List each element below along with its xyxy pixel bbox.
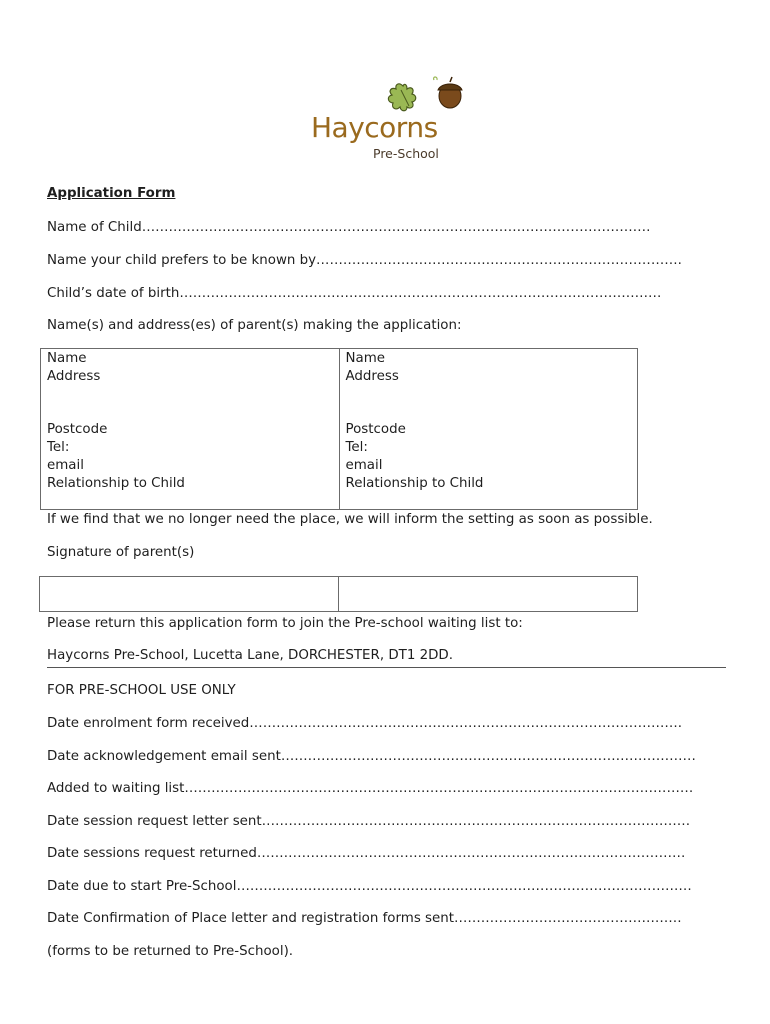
form-title: Application Form	[47, 186, 176, 201]
preschool-address: Haycorns Pre-School, Lucetta Lane, DORCHESTER, DT1 2DD.	[47, 648, 454, 663]
office-use-heading: FOR PRE-SCHOOL USE ONLY	[47, 683, 236, 698]
signature-box-2[interactable]	[339, 577, 638, 612]
office-line-ack-email[interactable]: Date acknowledgement email sent…………………………………………………………………………………	[47, 749, 696, 764]
logo-subtitle: Pre-School	[373, 146, 439, 161]
parent-name-label: Name	[345, 351, 386, 366]
parent-address-label: Address	[47, 369, 101, 384]
child-name-field[interactable]: Name of Child……………………………………………………………………………………………………	[47, 220, 651, 235]
signature-box-1[interactable]	[40, 577, 339, 612]
office-line-sessions-returned[interactable]: Date sessions request returned……………………………………………………………………………………	[47, 846, 686, 861]
office-line-enrolment[interactable]: Date enrolment form received…………………………………………………………………………………….	[47, 716, 683, 731]
parent-address-label: Address	[345, 369, 399, 384]
parents-table	[40, 348, 638, 510]
dob-field[interactable]: Child’s date of birth………………………………………………………………………………………………	[47, 286, 662, 301]
parent-relationship-label: Relationship to Child	[345, 476, 484, 491]
known-as-field[interactable]: Name your child prefers to be known by……………………………………………………………………….	[47, 253, 682, 268]
divider	[47, 667, 726, 668]
parent-tel-label: Tel:	[345, 440, 368, 455]
parent-cell-2[interactable]	[339, 349, 638, 510]
office-line-start-date[interactable]: Date due to start Pre-School…………………………………………………………………………………………	[47, 879, 692, 894]
parent-email-label: email	[47, 458, 84, 473]
parent-tel-label: Tel:	[47, 440, 70, 455]
logo-wordmark: Haycorns	[311, 111, 438, 144]
return-instructions: Please return this application form to join the Pre-school waiting list to:	[47, 616, 523, 631]
parent-postcode-label: Postcode	[47, 422, 108, 437]
parent-cell-1[interactable]	[41, 349, 340, 510]
parent-postcode-label: Postcode	[345, 422, 406, 437]
signature-label: Signature of parent(s)	[47, 545, 195, 560]
office-line-forms-note: (forms to be returned to Pre-School).	[47, 944, 294, 959]
notice-text: If we find that we no longer need the place, we will inform the setting as soon as possible.	[47, 512, 653, 527]
office-line-waiting-list[interactable]: Added to waiting list……………………………………………………………………………………………………	[47, 781, 694, 796]
signature-table	[39, 576, 638, 612]
parent-relationship-label: Relationship to Child	[47, 476, 185, 491]
office-line-confirmation[interactable]: Date Confirmation of Place letter and registration forms sent……………………………………………	[47, 911, 682, 926]
office-line-session-letter[interactable]: Date session request letter sent……………………………………………………………………………………	[47, 814, 691, 829]
parent-name-label: Name	[47, 351, 87, 366]
haycorns-logo	[305, 76, 475, 172]
parents-heading: Name(s) and address(es) of parent(s) making the application:	[47, 318, 462, 333]
parent-email-label: email	[345, 458, 383, 473]
